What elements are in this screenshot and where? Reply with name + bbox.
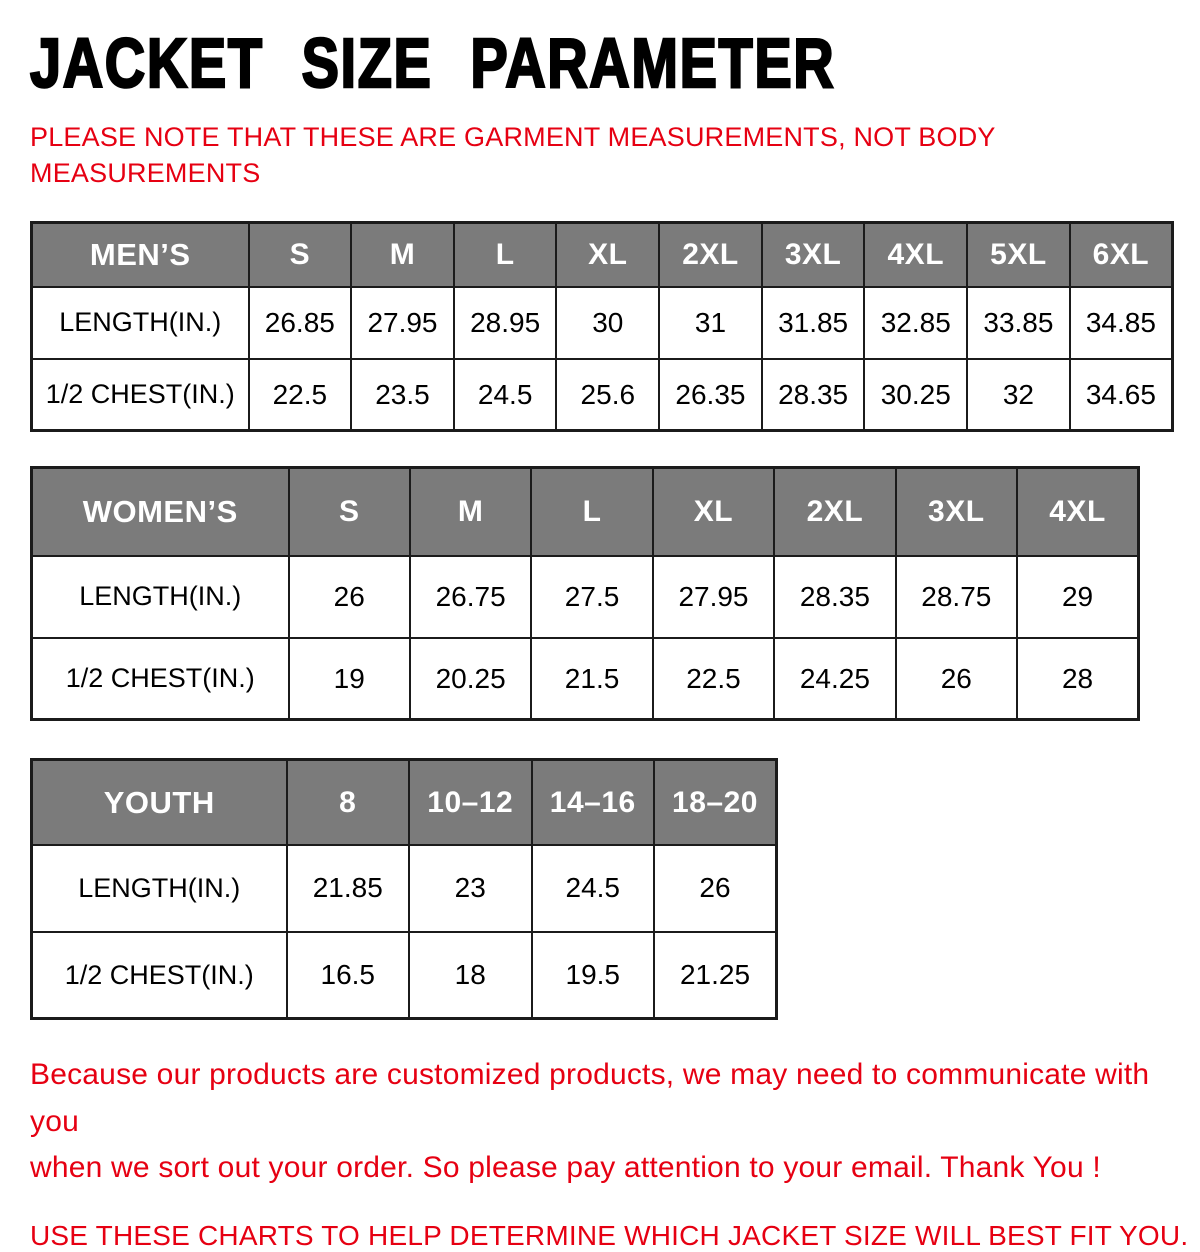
measure-value-cell: 31.85: [762, 287, 865, 359]
measure-value-cell: 30: [556, 287, 659, 359]
measure-label-cell: 1/2 CHEST(IN.): [32, 359, 249, 431]
youth-size-table: [30, 758, 778, 1020]
table-title-cell: WOMEN’S: [32, 468, 289, 556]
usage-note: USE THESE CHARTS TO HELP DETERMINE WHICH JACKET SIZE WILL BEST FIT YOU.: [30, 1219, 1189, 1251]
measure-value-cell: 34.65: [1070, 359, 1173, 431]
measure-row: [32, 287, 1173, 359]
table-title-cell: YOUTH: [32, 760, 287, 845]
measure-label-cell: 1/2 CHEST(IN.): [32, 932, 287, 1019]
womens-size-table: [30, 466, 1140, 721]
measure-value-cell: 19: [289, 638, 410, 720]
page-title: JACKET SIZE PARAMETER: [30, 24, 836, 102]
measure-value-cell: 25.6: [556, 359, 659, 431]
garment-note-line1: PLEASE NOTE THAT THESE ARE GARMENT MEASUREMENTS, NOT BODY: [30, 122, 996, 152]
measure-value-cell: 28.35: [762, 359, 865, 431]
size-header-cell: M: [410, 468, 531, 556]
customization-note-line1: Because our products are customized products, we may need to communicate with you: [30, 1058, 1150, 1138]
measure-value-cell: 26: [654, 845, 777, 932]
size-header-cell: 3XL: [896, 468, 1017, 556]
measure-label-cell: LENGTH(IN.): [32, 287, 249, 359]
measure-value-cell: 21.5: [531, 638, 652, 720]
size-header-cell: 4XL: [864, 223, 967, 287]
measure-value-cell: 16.5: [287, 932, 410, 1019]
measure-value-cell: 21.25: [654, 932, 777, 1019]
size-header-cell: 6XL: [1070, 223, 1173, 287]
size-header-cell: 10–12: [409, 760, 532, 845]
size-header-cell: M: [351, 223, 454, 287]
size-header-cell: L: [531, 468, 652, 556]
measure-value-cell: 26.35: [659, 359, 762, 431]
size-header-cell: 18–20: [654, 760, 777, 845]
garment-note-line2: MEASUREMENTS: [30, 157, 261, 188]
measure-value-cell: 30.25: [864, 359, 967, 431]
measure-value-cell: 32: [967, 359, 1070, 431]
measure-value-cell: 32.85: [864, 287, 967, 359]
measure-value-cell: 27.95: [653, 556, 774, 638]
measure-value-cell: 19.5: [532, 932, 655, 1019]
measure-label-cell: 1/2 CHEST(IN.): [32, 638, 289, 720]
customization-note-line2: when we sort out your order. So please pay attention to your email. Thank You !: [30, 1151, 1101, 1185]
measure-value-cell: 21.85: [287, 845, 410, 932]
measure-value-cell: 31: [659, 287, 762, 359]
measure-value-cell: 33.85: [967, 287, 1070, 359]
measure-value-cell: 18: [409, 932, 532, 1019]
measure-value-cell: 22.5: [653, 638, 774, 720]
measure-row: [32, 845, 777, 932]
measure-value-cell: 26.75: [410, 556, 531, 638]
size-header-cell: 5XL: [967, 223, 1070, 287]
measure-value-cell: 24.5: [454, 359, 557, 431]
measure-label-cell: LENGTH(IN.): [32, 556, 289, 638]
table-title-cell: MEN’S: [32, 223, 249, 287]
measure-value-cell: 23: [409, 845, 532, 932]
measure-value-cell: 26: [896, 638, 1017, 720]
measure-value-cell: 34.85: [1070, 287, 1173, 359]
size-header-cell: 4XL: [1017, 468, 1138, 556]
measure-value-cell: 24.5: [532, 845, 655, 932]
measure-value-cell: 27.5: [531, 556, 652, 638]
measure-value-cell: 26: [289, 556, 410, 638]
measure-value-cell: 28: [1017, 638, 1138, 720]
size-header-cell: 8: [287, 760, 410, 845]
measure-value-cell: 24.25: [774, 638, 895, 720]
size-header-cell: XL: [653, 468, 774, 556]
measure-row: [32, 556, 1139, 638]
measure-value-cell: 23.5: [351, 359, 454, 431]
size-header-cell: S: [289, 468, 410, 556]
garment-note: [30, 120, 1172, 191]
measure-value-cell: 27.95: [351, 287, 454, 359]
mens-size-table: [30, 221, 1174, 432]
size-header-cell: 3XL: [762, 223, 865, 287]
measure-value-cell: 28.95: [454, 287, 557, 359]
size-header-cell: XL: [556, 223, 659, 287]
measure-value-cell: 22.5: [249, 359, 352, 431]
measure-value-cell: 26.85: [249, 287, 352, 359]
customization-note: [30, 1052, 1172, 1192]
measure-row: [32, 638, 1139, 720]
measure-row: [32, 359, 1173, 431]
measure-row: [32, 932, 777, 1019]
measure-value-cell: 28.75: [896, 556, 1017, 638]
measure-value-cell: 20.25: [410, 638, 531, 720]
size-header-cell: 2XL: [659, 223, 762, 287]
size-header-cell: S: [249, 223, 352, 287]
measure-label-cell: LENGTH(IN.): [32, 845, 287, 932]
size-header-cell: 2XL: [774, 468, 895, 556]
measure-value-cell: 28.35: [774, 556, 895, 638]
measure-value-cell: 29: [1017, 556, 1138, 638]
size-header-cell: 14–16: [532, 760, 655, 845]
size-header-cell: L: [454, 223, 557, 287]
